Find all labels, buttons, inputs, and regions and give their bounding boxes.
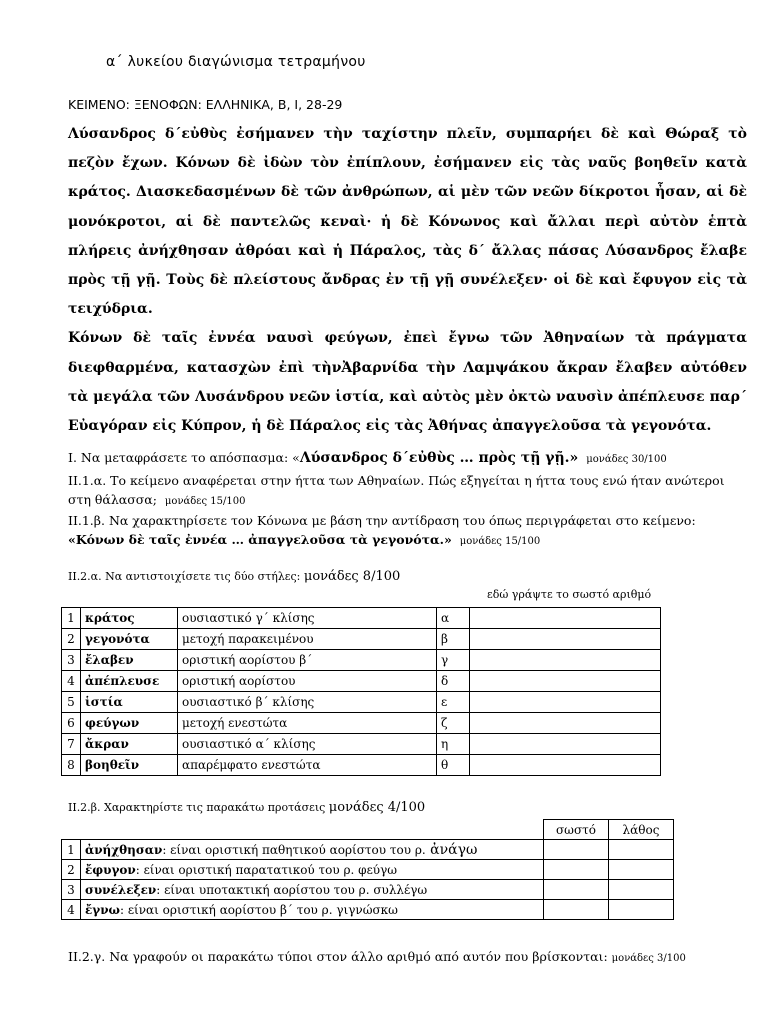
row-number: 5 <box>62 692 81 713</box>
question-2-points: μονάδες 15/100 <box>164 496 246 507</box>
option-letter: η <box>437 734 470 755</box>
question-4 <box>68 569 400 584</box>
matching-row <box>62 734 661 755</box>
answer-cell[interactable] <box>470 650 661 671</box>
question-2 <box>68 471 748 511</box>
text-source: ΚΕΙΜΕΝΟ: ΞΕΝΟΦΩΝ: ΕΛΛΗΝΙΚΑ, Β, Ι, 28-29 <box>68 97 343 112</box>
true-false-table <box>61 819 674 920</box>
matching-table <box>61 607 661 776</box>
statement-text: : είναι οριστική παθητικού αορίστου του ρ. <box>162 842 426 857</box>
grammar-description: μετοχή ενεστώτα <box>178 713 437 734</box>
row-number: 1 <box>62 608 81 629</box>
passage-paragraph-1: Λύσανδρος δ΄εὐθὺς ἐσήμανεν τὴν ταχίστην πλεῖν, συμπαρήει δὲ καὶ Θώραξ τὸ πεζὸν ἔχων. Κόνων δὲ ἰδὼν τὸν ἐπίπλουν, ἐσήμανεν εἰς τὰς ναῦς βοηθεῖν κατὰ κράτος. Διασκεδασμένων δὲ τῶν ἀνθρώπων, αἱ μὲν τῶν νεῶν δίκροτοι ἦσαν, αἱ δὲ μονόκροτοι, αἱ δὲ παντελῶς κεναὶ· ἡ δὲ Κόνωνος καὶ ἄλλαι περὶ αὐτὸν ἑπτὰ πλήρεις ἀνήχθησαν ἀθρόαι καὶ ἡ Πάραλος, τὰς δ΄ ἄλλας πάσας Λύσανδρος ἔλαβε πρὸς τῇ γῇ. Τοὺς δὲ πλείστους ἄνδρας ἐν τῇ γῇ συνέλεξεν· οἱ δὲ καὶ ἔφυγον εἰς τὰ τειχύδρια. <box>68 126 747 318</box>
row-number: 3 <box>62 880 81 900</box>
grammar-description: μετοχή παρακειμένου <box>178 629 437 650</box>
option-letter: ζ <box>437 713 470 734</box>
correct-cell[interactable] <box>544 880 609 900</box>
grammar-description: οριστική αορίστου <box>178 671 437 692</box>
statement <box>81 880 544 900</box>
statement-text: : είναι υποτακτική αορίστου του ρ. συλλέγω <box>156 882 428 897</box>
question-1-greek: Λύσανδρος δ΄εὐθὺς … πρὸς τῇ γῇ. <box>299 450 570 466</box>
question-4-text: ΙΙ.2.α. Να αντιστοιχίσετε τις δύο στήλες: <box>68 570 301 583</box>
statement <box>81 840 544 860</box>
grammar-description: απαρέμφατο ενεστώτα <box>178 755 437 776</box>
question-1 <box>68 450 667 466</box>
answer-cell[interactable] <box>470 734 661 755</box>
question-5-text: ΙΙ.2.β. Χαρακτηρίστε τις παρακάτω προτάσεις <box>68 801 326 814</box>
statement-word: ἀνήχθησαν <box>85 842 163 857</box>
statement-row <box>62 860 674 880</box>
wrong-cell[interactable] <box>609 840 674 860</box>
row-number: 1 <box>62 840 81 860</box>
row-number: 2 <box>62 860 81 880</box>
question-1-text: Ι. Να μεταφράσετε το απόσπασμα: « <box>68 450 300 465</box>
answer-cell[interactable] <box>470 692 661 713</box>
row-number: 3 <box>62 650 81 671</box>
greek-word: βοηθεῖν <box>81 755 178 776</box>
statement-word: συνέλεξεν <box>85 882 157 897</box>
true-false-header-row <box>62 820 674 840</box>
statement <box>81 860 544 880</box>
question-3 <box>68 513 696 528</box>
option-letter: γ <box>437 650 470 671</box>
greek-word: ἔλαβεν <box>81 650 178 671</box>
question-5 <box>68 800 425 815</box>
question-2-text: ΙΙ.1.α. Το κείμενο αναφέρεται στην ήττα των Αθηναίων. Πώς εξηγείται η ήττα τους ενώ ήταν ανώτεροι στη θάλασσα; <box>68 473 725 507</box>
statement-row <box>62 840 674 860</box>
row-number: 4 <box>62 671 81 692</box>
answer-column-hint: εδώ γράψτε το σωστό αριθμό <box>487 588 652 601</box>
statement-word: ἔγνω <box>85 902 120 917</box>
statement <box>81 900 544 920</box>
option-letter: ε <box>437 692 470 713</box>
matching-row <box>62 755 661 776</box>
ancient-greek-passage <box>68 120 747 441</box>
answer-cell[interactable] <box>470 713 661 734</box>
row-number: 4 <box>62 900 81 920</box>
statement-row <box>62 880 674 900</box>
statement-text: : είναι οριστική αορίστου β΄ του ρ. γιγνώσκω <box>119 902 398 917</box>
question-6 <box>68 949 686 964</box>
grammar-description: ουσιαστικό α΄ κλίσης <box>178 734 437 755</box>
exam-title: α΄ λυκείου διαγώνισμα τετραμήνου <box>106 54 366 70</box>
grammar-description: ουσιαστικό β΄ κλίσης <box>178 692 437 713</box>
answer-cell[interactable] <box>470 629 661 650</box>
correct-cell[interactable] <box>544 900 609 920</box>
question-4-points: μονάδες 8/100 <box>303 569 401 584</box>
matching-row <box>62 650 661 671</box>
option-letter: θ <box>437 755 470 776</box>
matching-row <box>62 608 661 629</box>
question-3-points: μονάδες 15/100 <box>459 536 541 547</box>
question-5-points: μονάδες 4/100 <box>328 800 426 815</box>
greek-word: ἄκραν <box>81 734 178 755</box>
greek-word: φεύγων <box>81 713 178 734</box>
question-1-close: » <box>569 450 579 466</box>
header-wrong: λάθος <box>609 820 674 840</box>
statement-extra: ἀνάγω <box>425 841 478 858</box>
passage-paragraph-2: Κόνων δὲ ταῖς ἐννέα ναυσὶ φεύγων, ἐπεὶ ἔγνω τῶν Ἀθηναίων τὰ πράγματα διεφθαρμένα, κατασχὼν ἐπὶ τὴνἈβαρνίδα τὴν Λαμψάκου ἄκραν ἔλαβεν αὐτόθεν τὰ μεγάλα τῶν Λυσάνδρου νεῶν ἱστία, καὶ αὐτὸς μὲν ὀκτὼ ναυσὶν ἀπέπλευσε παρ΄ Εὐαγόραν εἰς Κύπρον, ἡ δὲ Πάραλος εἰς τὰς Ἀθήνας ἀπαγγελοῦσα τὰ γεγονότα. <box>68 330 747 435</box>
answer-cell[interactable] <box>470 608 661 629</box>
question-3-text: ΙΙ.1.β. Να χαρακτηρίσετε τον Κόνωνα με βάση την αντίδραση του όπως περιγράφεται στο κείμενο: <box>68 513 696 528</box>
row-number: 8 <box>62 755 81 776</box>
question-1-points: μονάδες 30/100 <box>586 454 667 465</box>
grammar-description: ουσιαστικό γ΄ κλίσης <box>178 608 437 629</box>
question-6-text: ΙΙ.2.γ. Να γραφούν οι παρακάτω τύποι στον άλλο αριθμό από αυτόν που βρίσκονται: <box>68 949 608 964</box>
wrong-cell[interactable] <box>609 860 674 880</box>
correct-cell[interactable] <box>544 840 609 860</box>
question-3-quote-line <box>68 532 540 547</box>
answer-cell[interactable] <box>470 755 661 776</box>
greek-word: ἀπέπλευσε <box>81 671 178 692</box>
option-letter: β <box>437 629 470 650</box>
answer-cell[interactable] <box>470 671 661 692</box>
correct-cell[interactable] <box>544 860 609 880</box>
greek-word: γεγονότα <box>81 629 178 650</box>
wrong-cell[interactable] <box>609 900 674 920</box>
option-letter: δ <box>437 671 470 692</box>
option-letter: α <box>437 608 470 629</box>
row-number: 7 <box>62 734 81 755</box>
question-6-points: μονάδες 3/100 <box>611 953 686 964</box>
question-3-greek: «Κόνων δὲ ταῖς ἐννέα … ἀπαγγελοῦσα τὰ γεγονότα.» <box>68 532 452 547</box>
statement-text: : είναι οριστική παρατατικού του ρ. φεύγω <box>135 862 398 877</box>
matching-row <box>62 671 661 692</box>
header-correct: σωστό <box>544 820 609 840</box>
statement-row <box>62 900 674 920</box>
wrong-cell[interactable] <box>609 880 674 900</box>
greek-word: ἱστία <box>81 692 178 713</box>
matching-row <box>62 713 661 734</box>
grammar-description: οριστική αορίστου β΄ <box>178 650 437 671</box>
matching-row <box>62 629 661 650</box>
greek-word: κράτος <box>81 608 178 629</box>
matching-row <box>62 692 661 713</box>
row-number: 6 <box>62 713 81 734</box>
statement-word: ἔφυγον <box>85 862 136 877</box>
row-number: 2 <box>62 629 81 650</box>
